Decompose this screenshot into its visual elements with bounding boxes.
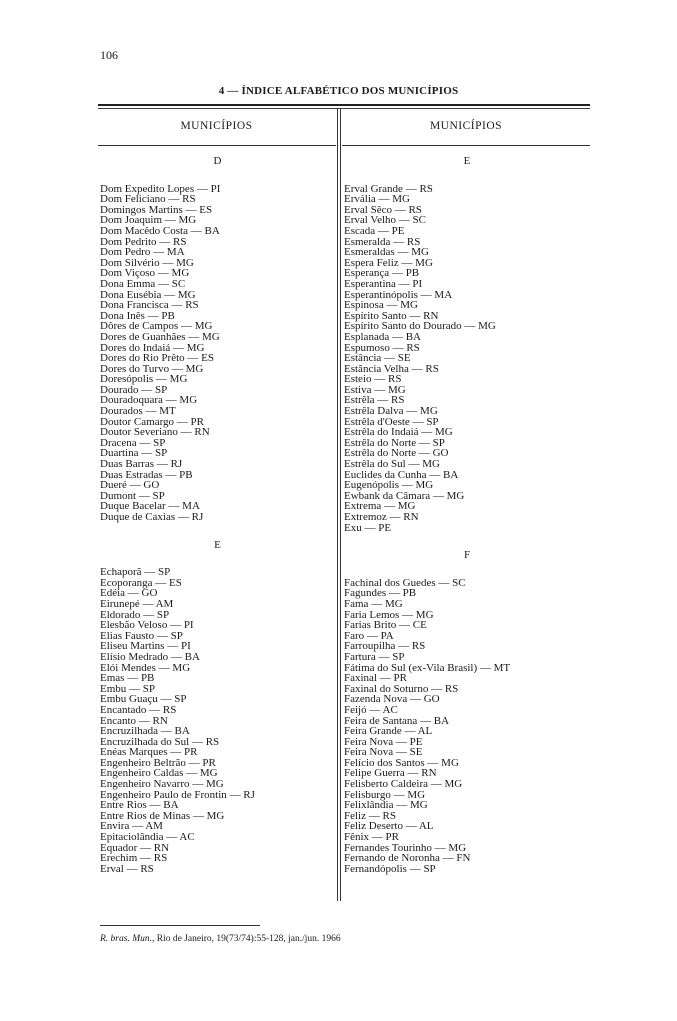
municipality-entry: Dom Pedro — MA — [100, 246, 185, 259]
municipality-entry: Epitaciolândia — AC — [100, 831, 195, 844]
municipality-entry: Felisburgo — MG — [344, 788, 426, 801]
section-title: 4 — ÍNDICE ALFABÉTICO DOS MUNICÍPIOS — [218, 85, 459, 97]
municipality-entry: Fazenda Nova — GO — [344, 693, 440, 706]
municipality-entry: Estrêla do Norte — GO — [344, 447, 449, 460]
municipality-entry: Erval Grande — RS — [344, 182, 433, 195]
municipality-entry: Dom Viçoso — MG — [100, 267, 190, 280]
municipality-entry: Dona Emma — SC — [100, 277, 186, 290]
group-spacer — [100, 523, 335, 540]
municipality-entry: Dona Eusébia — MG — [100, 288, 196, 301]
municipality-entry: Duartina — SP — [100, 447, 168, 460]
municipality-entry: Fama — MG — [344, 597, 403, 610]
left-header-rule — [98, 145, 336, 146]
municipality-entry: Embu Guaçu — SP — [100, 693, 187, 706]
municipality-entry: Fátima do Sul (ex-Vila Brasil) — MT — [344, 661, 511, 674]
municipality-entry: Fartura — SP — [344, 650, 405, 663]
municipality-entry: Farroupilha — RS — [344, 640, 426, 653]
top-rule-secondary — [98, 108, 590, 109]
municipality-entry: Dores do Turvo — MG — [100, 362, 204, 375]
municipality-entry: Dom Macêdo Costa — BA — [100, 224, 220, 237]
municipality-entry: Engenheiro Paulo de Frontin — RJ — [100, 788, 255, 801]
municipality-entry: Faria Lemos — MG — [344, 608, 434, 621]
municipality-entry: Encanto — RN — [100, 714, 168, 727]
municipality-entry: Doutor Camargo — PR — [100, 415, 204, 428]
municipality-entry: Entre Rios — BA — [100, 799, 179, 812]
municipality-entry: Espírito Santo do Dourado — MG — [344, 320, 496, 333]
municipality-entry: Duas Barras — RJ — [100, 458, 183, 471]
municipality-entry: Ewbank da Câmara — MG — [344, 489, 465, 502]
municipality-entry: Emas — PB — [100, 672, 155, 685]
municipality-entry: Felisberto Caldeira — MG — [344, 778, 463, 791]
municipality-entry: Esperantinópolis — MA — [344, 288, 453, 301]
municipality-entry: Equador — RN — [100, 841, 170, 854]
municipality-entry: Duque de Caxias — RJ — [100, 511, 204, 523]
footer-journal: R. bras. Mun., — [100, 934, 155, 944]
municipality-entry: Dom Silvério — MG — [100, 256, 194, 269]
column-divider-secondary — [340, 108, 341, 901]
municipality-entry: Dourados — MT — [100, 405, 176, 418]
municipality-entry: Fagundes — PB — [344, 587, 417, 600]
municipality-entry: Farias Brito — CE — [344, 619, 427, 632]
municipality-entry: Estância — SE — [344, 352, 411, 365]
municipality-entry: Fachinal dos Guedes — SC — [344, 576, 466, 589]
municipality-entry: Engenheiro Caldas — MG — [100, 767, 218, 780]
municipality-entry: Engenheiro Beltrão — PR — [100, 756, 216, 769]
municipality-entry: Eugenópolis — MG — [344, 479, 434, 492]
footer-reference: Rio de Janeiro, 19(73/74):55-128, jan./jun. 1966 — [154, 934, 341, 944]
municipality-entry: Dores do Rio Prêto — ES — [100, 352, 214, 365]
municipality-entry: Feijó — AC — [344, 703, 398, 716]
municipality-entry: Dom Joaquim — MG — [100, 214, 197, 227]
municipality-entry: Feira de Santana — BA — [344, 714, 450, 727]
municipality-entry: Domingos Martins — ES — [100, 203, 213, 216]
municipality-entry: Erval Velho — SC — [344, 214, 426, 227]
municipality-entry: Dourado — SP — [100, 383, 168, 396]
left-column — [100, 156, 335, 874]
page-number: 106 — [100, 48, 118, 62]
municipality-entry: Feira Nova — SE — [344, 746, 423, 759]
letter-heading: E — [463, 155, 471, 167]
municipality-entry: Estrêla do Norte — SP — [344, 436, 445, 449]
municipality-entry: Faxinal — PR — [344, 672, 407, 685]
municipality-entry: Estiva — MG — [344, 383, 406, 396]
municipality-entry: Erval Sêco — RS — [344, 203, 422, 216]
municipality-entry: Encruzilhada do Sul — RS — [100, 735, 220, 748]
letter-heading: E — [214, 538, 221, 551]
municipality-entry: Elias Fausto — SP — [100, 629, 183, 642]
letter-heading: F — [463, 549, 471, 562]
municipality-entry: Ecoporanga — ES — [100, 576, 182, 589]
footer-rule — [100, 925, 260, 926]
municipality-entry: Dona Francisca — RS — [100, 299, 199, 312]
municipality-entry: Fernandópolis — SP — [344, 862, 436, 875]
municipality-entry: Erval — RS — [100, 862, 154, 875]
municipality-entry: Dueré — GO — [100, 479, 160, 492]
footer-citation — [100, 934, 341, 944]
municipality-entry: Feira Grande — AL — [344, 725, 433, 738]
letter-heading: D — [213, 155, 222, 167]
municipality-entry: Estrêla do Sul — MG — [344, 458, 440, 471]
municipality-entry: Dracena — SP — [100, 436, 166, 449]
municipality-entry: Feira Nova — PE — [344, 735, 423, 748]
municipality-entry: Edéia — GO — [100, 587, 158, 600]
municipality-entry: Esperantina — PI — [344, 277, 423, 290]
municipality-entry: Duas Estradas — PB — [100, 468, 193, 481]
municipality-entry: Fernando de Noronha — FN — [344, 852, 471, 865]
municipality-entry: Faxinal do Soturno — RS — [344, 682, 459, 695]
letter-spacer — [100, 167, 335, 184]
municipality-entry: Elísio Medrado — BA — [100, 650, 200, 663]
right-column — [344, 156, 590, 874]
municipality-entry: Echaporã — SP — [100, 566, 171, 579]
municipality-entry: Elesbão Veloso — PI — [100, 619, 194, 632]
municipality-entry: Dores do Indaiá — MG — [100, 341, 205, 354]
municipality-entry: Estrêla do Indaiá — MG — [344, 426, 453, 439]
municipality-entry: Dom Pedrito — RS — [100, 235, 187, 248]
municipality-entry: Esteio — RS — [344, 373, 402, 386]
municipality-entry: Embu — SP — [100, 682, 156, 695]
municipality-entry: Esperança — PB — [344, 267, 420, 280]
municipality-entry: Douradoquara — MG — [100, 394, 198, 407]
top-rule — [98, 104, 590, 106]
municipality-entry: Enéas Marques — PR — [100, 746, 198, 759]
municipality-entry: Duque Bacelar — MA — [100, 500, 200, 513]
municipality-entry: Entre Rios de Minas — MG — [100, 809, 225, 822]
municipality-entry: Estrêla — RS — [344, 394, 405, 407]
municipality-entry: Erechim — RS — [100, 852, 168, 865]
municipality-entry: Extremoz — RN — [344, 511, 419, 523]
municipality-entry: Elói Mendes — MG — [100, 661, 191, 674]
municipality-entry: Eldorado — SP — [100, 608, 170, 621]
left-column-header: MUNICÍPIOS — [180, 120, 253, 132]
municipality-entry: Esmeralda — RS — [344, 235, 421, 248]
municipality-entry: Dumont — SP — [100, 489, 165, 502]
municipality-entry: Engenheiro Navarro — MG — [100, 778, 224, 791]
municipality-entry: Feliz Deserto — AL — [344, 820, 434, 833]
municipality-entry: Espumoso — RS — [344, 341, 420, 354]
municipality-entry: Felício dos Santos — MG — [344, 756, 459, 769]
municipality-entry: Espera Feliz — MG — [344, 256, 433, 269]
letter-spacer — [344, 167, 590, 184]
municipality-entry: Fernandes Tourinho — MG — [344, 841, 467, 854]
municipality-entry: Extrema — MG — [344, 500, 416, 513]
municipality-entry: Estrêla Dalva — MG — [344, 405, 438, 418]
municipality-entry: Euclides da Cunha — BA — [344, 468, 459, 481]
right-header-rule — [342, 145, 590, 146]
municipality-entry: Encruzilhada — BA — [100, 725, 190, 738]
municipality-entry: Feliz — RS — [344, 809, 396, 822]
municipality-entry: Felixlândia — MG — [344, 799, 428, 812]
municipality-entry: Dona Inês — PB — [100, 309, 175, 322]
municipality-entry: Faro — PA — [344, 629, 394, 642]
municipality-entry: Dom Expedito Lopes — PI — [100, 182, 221, 195]
municipality-entry: Esmeraldas — MG — [344, 246, 429, 259]
municipality-entry: Doresópolis — MG — [100, 373, 188, 386]
municipality-entry: Doutor Severiano — RN — [100, 426, 210, 439]
letter-spacer — [344, 561, 590, 578]
group-spacer — [344, 533, 590, 550]
municipality-entry: Felipe Guerra — RN — [344, 767, 437, 780]
municipality-entry: Esplanada — BA — [344, 330, 421, 343]
municipality-entry: Fênix — PR — [344, 831, 400, 844]
municipality-entry: Estrêla d'Oeste — SP — [344, 415, 439, 428]
right-column-header: MUNICÍPIOS — [429, 120, 503, 132]
column-divider — [337, 108, 338, 901]
municipality-entry: Espinosa — MG — [344, 299, 418, 312]
municipality-entry: Exu — PE — [344, 521, 392, 534]
municipality-entry: Encantado — RS — [100, 703, 177, 716]
municipality-entry: Eirunepé — AM — [100, 597, 174, 610]
municipality-entry: Escada — PE — [344, 224, 405, 237]
municipality-entry: Espírito Santo — RN — [344, 309, 439, 322]
municipality-entry: Ervália — MG — [344, 193, 410, 206]
municipality-entry: Eliseu Martins — PI — [100, 640, 191, 653]
municipality-entry: Dom Feliciano — RS — [100, 193, 196, 206]
municipality-entry: Dôres de Campos — MG — [100, 320, 213, 333]
municipality-entry: Estância Velha — RS — [344, 362, 439, 375]
letter-spacer — [100, 550, 335, 567]
municipality-entry: Envira — AM — [100, 820, 163, 833]
municipality-entry: Dores de Guanhães — MG — [100, 330, 220, 343]
